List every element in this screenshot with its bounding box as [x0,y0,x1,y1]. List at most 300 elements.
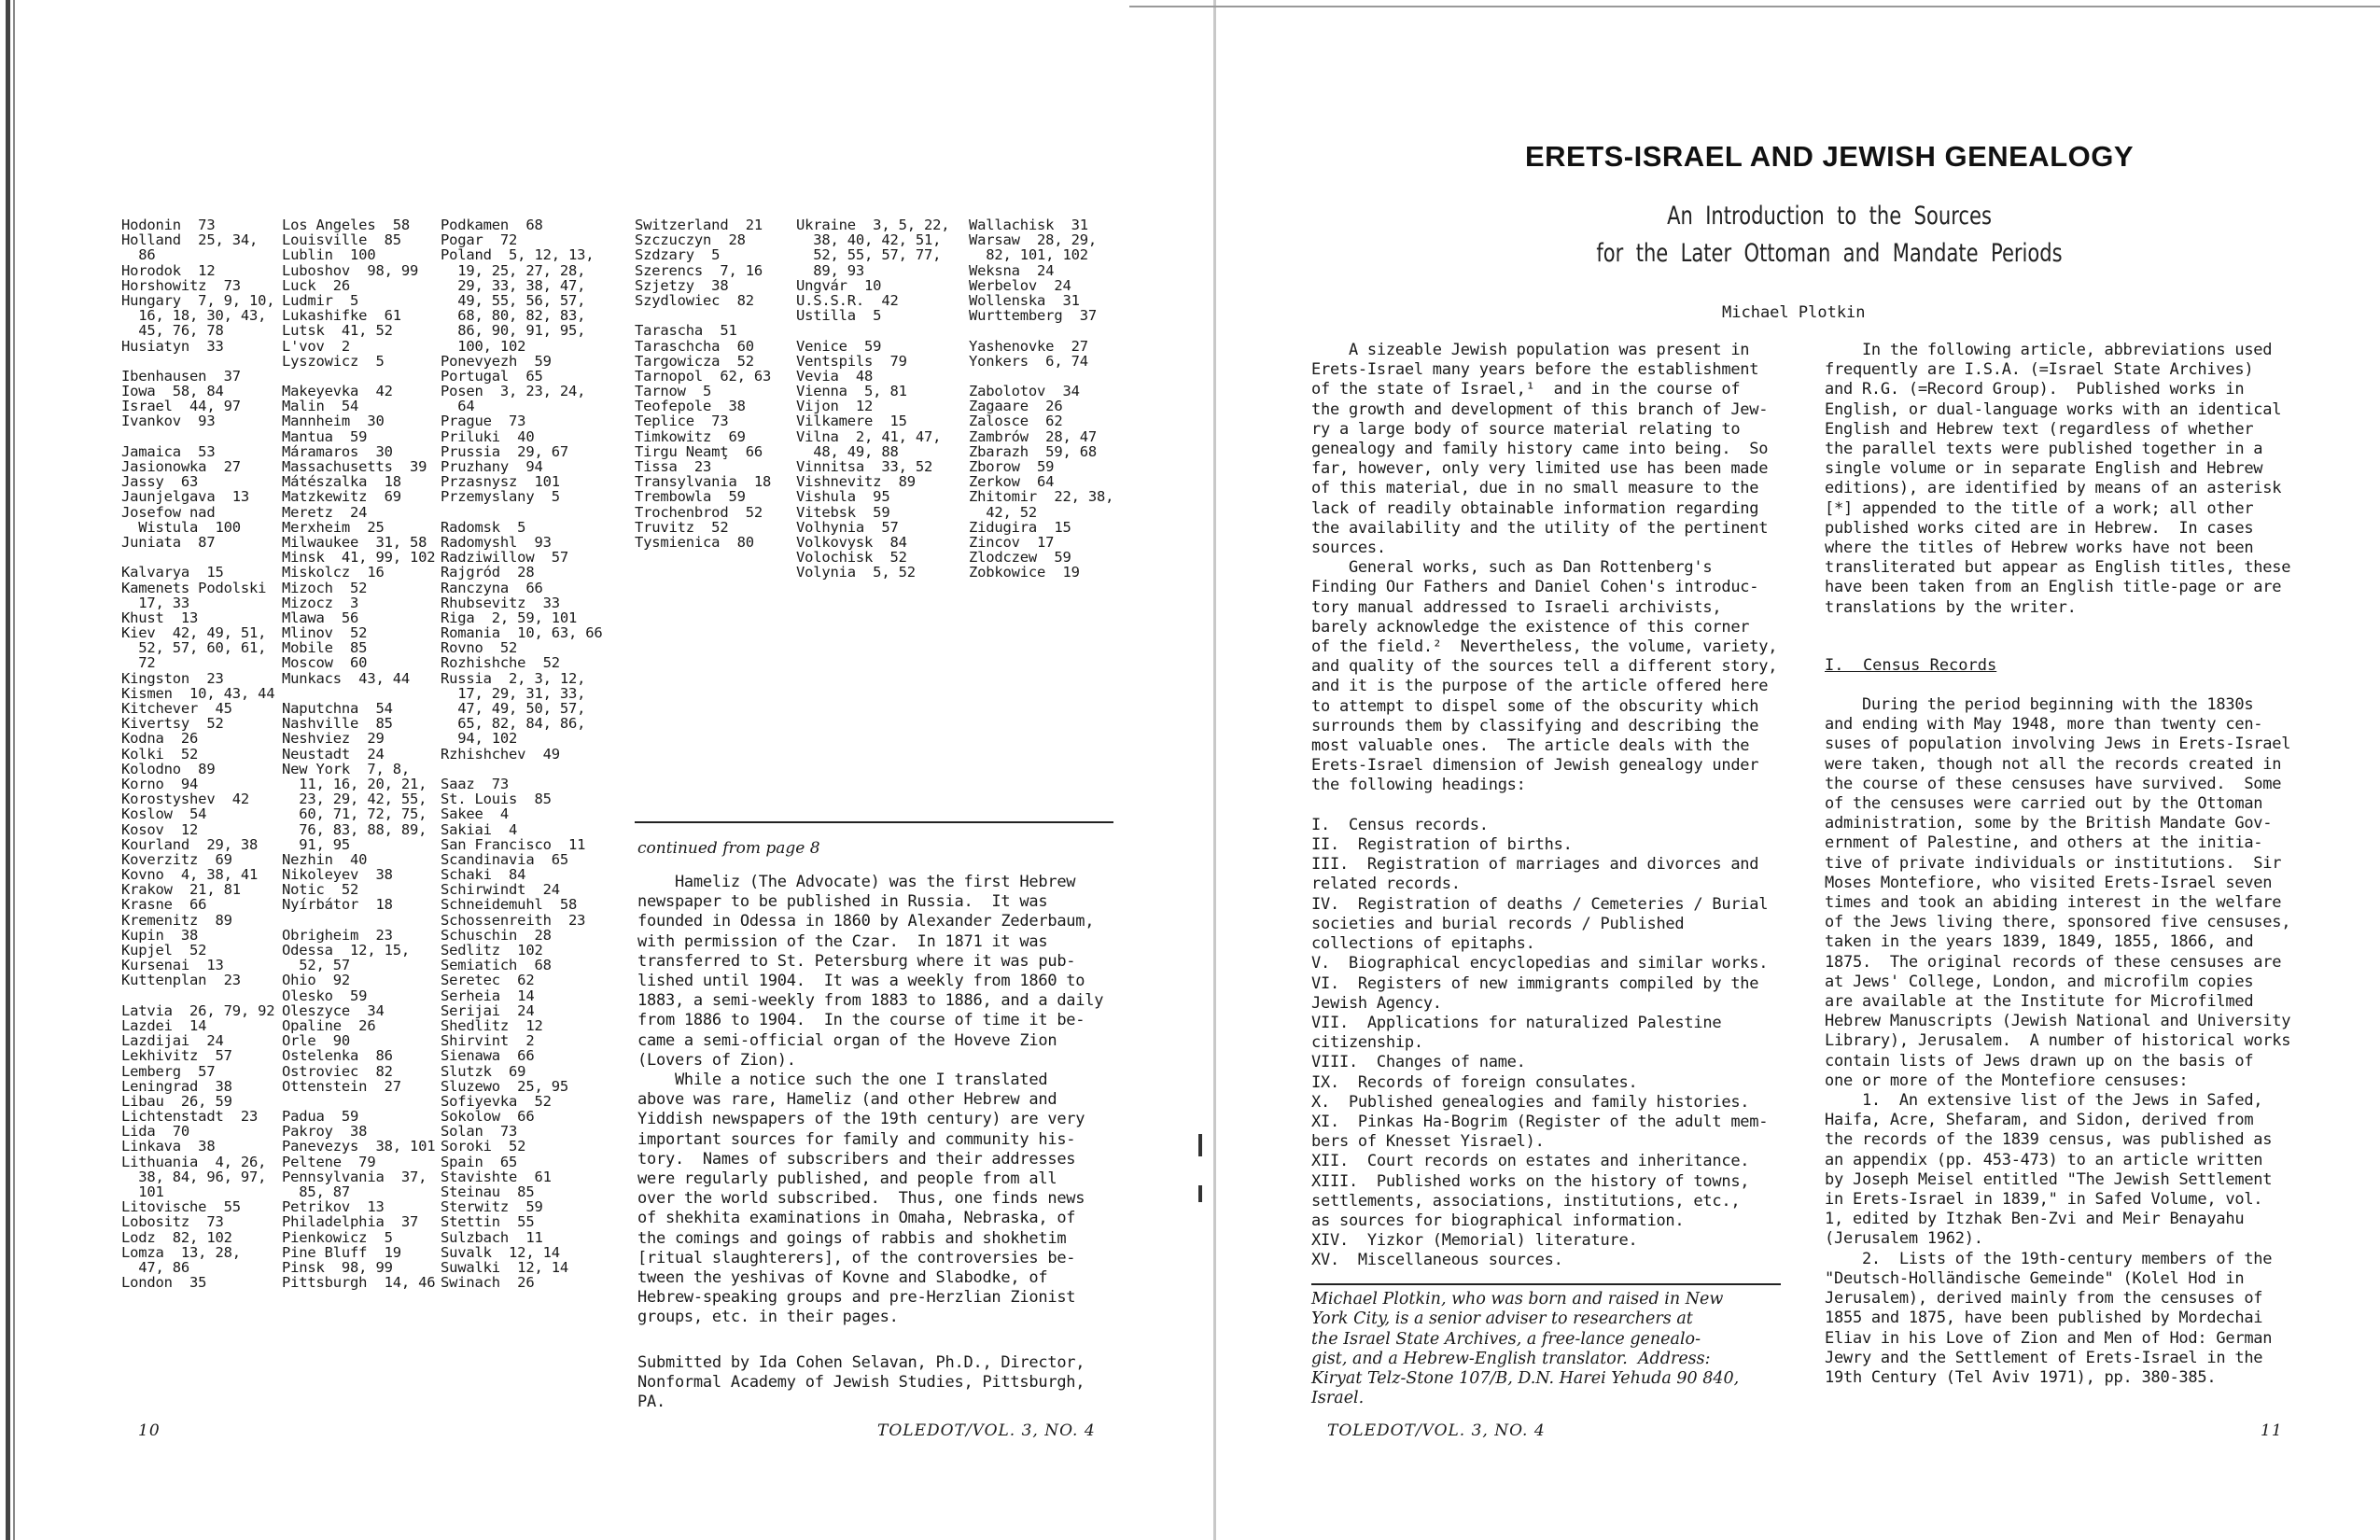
index-entry: Pruzhany 94 [441,458,543,475]
article-line: III. Registration of marriages and divorces and [1311,855,1759,875]
index-entry: Shirvint 2 [441,1032,535,1050]
index-entry: 76, 83, 88, 89, [282,820,427,838]
index-entry: Radomsk 5 [441,518,526,536]
index-entry: 86, 90, 91, 95, [441,322,586,340]
index-entry: Schirwindt 24 [441,881,560,899]
article-line: have been taken from an English title-page or are [1825,578,2282,597]
article-line: I. Census records. [1311,815,1489,834]
index-entry: Kiev 42, 49, 51, [121,624,267,642]
center-gutter [1213,0,1216,1540]
index-entry: Ottenstein 27 [282,1077,401,1095]
article-line: founded in Odessa in 1860 by Alexander Zederbaum, [637,912,1095,931]
article-column-b-body [1825,695,2290,1388]
article-line: times and took an abiding interest in the welfare [1825,893,2282,913]
index-entry: Schossenreith 23 [441,911,586,929]
bio-line: Israel. [1311,1389,1365,1408]
index-entry: Lukashifke 61 [282,307,401,325]
article-column-b-intro [1825,341,2290,618]
article-line: and R.G. (=Record Group). Published works in [1825,380,2245,399]
index-entry: Ludmir 5 [282,291,359,309]
article-line: Moses Montefiore, who visited Erets-Israel seven [1825,873,2273,892]
article-line: above was rare, Hameliz (and other Hebrew and [637,1090,1057,1110]
index-entry: Merxheim 25 [282,518,385,536]
index-entry: Kismen 10, 43, 44 [121,684,275,702]
index-entry: Kosov 12 [121,820,199,838]
index-entry: Shedlitz 12 [441,1016,543,1034]
index-entry: Serheia 14 [441,987,535,1004]
index-entry: 68, 80, 82, 83, [441,307,586,325]
article-line: and it is the purpose of the article offered here [1311,677,1769,696]
index-entry: Holland 25, 34, [121,231,259,249]
index-entry: Tarnopol 62, 63 [635,367,772,385]
index-entry: Priluki 40 [441,427,535,445]
index-entry: Mátészalka 18 [282,473,401,491]
index-entry: Mlawa 56 [282,609,359,626]
index-entry: Stettin 55 [441,1213,535,1231]
index-entry: Iowa 58, 84 [121,383,224,400]
index-entry: Sokolow 66 [441,1108,535,1126]
article-line: Erets-Israel many years before the establishment [1311,360,1759,380]
article-line: over the world subscribed. Thus, one finds news [637,1189,1085,1209]
article-line: societies and burial records / Published [1311,914,1685,933]
index-entry: Matzkewitz 69 [282,488,401,506]
index-entry: Rhubsevitz 33 [441,594,560,611]
index-entry: Teofepole 38 [635,398,746,415]
index-entry: Mobile 85 [282,639,368,657]
index-entry: Wollenska 31 [969,291,1080,309]
article-line: to attempt to dispel some of the obscurity which [1311,696,1759,716]
index-entry: Szydlowiec 82 [635,291,754,309]
index-entry: Notic 52 [282,881,359,899]
index-entry: Ibenhausen 37 [121,367,241,385]
index-entry [121,354,274,369]
index-entry: Mannheim 30 [282,413,385,430]
index-column-3 [441,217,603,1290]
index-entry: Mantua 59 [282,427,368,445]
index-entry: Kivertsy 52 [121,715,224,733]
index-entry: 38, 40, 42, 51, [796,231,942,249]
article-line: Jewish Agency. [1311,993,1442,1013]
article-line: A sizeable Jewish population was present in [1311,341,1750,359]
index-entry: 49, 55, 56, 57, [441,291,586,309]
index-entry: Tysmienica 80 [635,533,754,551]
index-entry: Leningrad 38 [121,1077,232,1095]
index-entry: Zhitomir 22, 38, [969,488,1114,506]
index-entry: Neustadt 24 [282,745,385,763]
index-entry [282,1094,435,1109]
index-entry: Zambrów 28, 47 [969,427,1097,445]
article-line: at Jews' College, London, and microfilm copies [1825,972,2254,991]
index-entry: Kourland 29, 38 [121,835,259,853]
index-entry: Oleszyce 34 [282,1001,385,1019]
index-entry: Libau 26, 59 [121,1092,232,1110]
article-line: citizenship. [1311,1033,1423,1053]
index-entry: Minsk 41, 99, 102 [282,549,436,567]
margin-mark [1198,1185,1202,1202]
article-line: contain lists of Jews drawn up on the basis of [1825,1051,2254,1071]
index-entry: Litovische 55 [121,1198,241,1216]
index-entry: Juniata 87 [121,533,216,551]
article-line: barely acknowledge the existence of this corner [1311,617,1750,637]
index-entry: Russia 2, 3, 12, [441,669,586,687]
article-line: 2. Lists of the 19th-century members of the [1825,1249,2273,1268]
article-line: XIII. Published works on the history of towns, [1311,1171,1750,1191]
index-entry: Sulzbach 11 [441,1228,543,1246]
article-title: ERETS-ISRAEL AND JEWISH GENEALOGY [1524,140,2135,173]
index-entry: Szczuczyn 28 [635,231,746,249]
index-entry: 89, 93 [796,261,865,279]
index-entry: Riga 2, 59, 101 [441,609,578,626]
article-line: frequently are I.S.A. (=Israel State Archives) [1825,360,2254,380]
index-entry: 38, 84, 96, 97, [121,1168,267,1185]
article-line: and quality of the sources tell a different story, [1311,657,1778,677]
index-entry: Venice 59 [796,337,882,355]
index-entry: Lublin 100 [282,246,376,264]
index-entry: Vishula 95 [796,488,890,506]
index-entry: Szdzary 5 [635,246,721,264]
index-entry [282,369,435,384]
article-rule-left [635,821,1113,823]
index-entry: Lyszowicz 5 [282,352,385,370]
index-entry: Volkovysk 84 [796,533,907,551]
index-entry: Trochenbrod 52 [635,503,763,521]
article-line: from 1886 to 1904. In the course of time it be- [637,1011,1085,1030]
article-line: of the state of Israel,¹ and in the course of [1311,380,1741,399]
index-entry [796,323,949,338]
index-entry: 72 [121,654,156,672]
article-line: published works cited are in Hebrew. In cases [1825,518,2254,538]
page-number-left: 10 [138,1421,161,1440]
index-entry: Transylvania 18 [635,473,772,491]
index-entry: Semiatich 68 [441,957,552,974]
index-entry: Schneidemuhl 58 [441,896,578,914]
index-entry: Ponevyezh 59 [441,352,552,370]
index-entry: Hungary 7, 9, 10, [121,291,275,309]
article-line: ernment of Palestine, and others at the initia- [1825,833,2263,853]
index-entry: Jaunjelgava 13 [121,488,249,506]
index-entry: Pakroy 38 [282,1123,368,1141]
article-line: 1855 and 1875, have been published by Mordechai [1825,1309,2263,1328]
index-entry: Suvalk 12, 14 [441,1243,560,1261]
index-entry: Scandinavia 65 [441,850,568,868]
index-entry: Koslow 54 [121,805,207,823]
index-entry [441,762,603,777]
article-line: VII. Applications for naturalized Palestine [1311,1013,1722,1032]
index-entry: 85, 87 [282,1183,351,1200]
index-entry: 11, 16, 20, 21, [282,775,427,792]
index-entry: Lida 70 [121,1123,190,1141]
index-entry: Odessa 12, 15, [282,942,410,959]
index-entry: Korno 94 [121,775,199,792]
index-entry: Petrikov 13 [282,1198,385,1216]
index-entry: Yashenovke 27 [969,337,1088,355]
index-entry: Zagaare 26 [969,398,1063,415]
index-entry: Panevezys 38, 101 [282,1138,436,1155]
article-line: came a semi-official organ of the Hoveve Zion [637,1030,1057,1050]
index-entry: 52, 55, 57, 77, [796,246,942,264]
index-entry: Werbelov 24 [969,276,1071,294]
index-entry: Moscow 60 [282,654,368,672]
index-entry: 17, 29, 31, 33, [441,684,586,702]
author-bio [1311,1290,1739,1409]
hameliz-article [637,873,1103,1328]
index-entry: Przemyslany 5 [441,488,560,506]
index-entry: Rzhishchev 49 [441,745,560,763]
index-entry: 52, 57 [282,957,351,974]
article-line: "Deutsch-Holländische Gemeinde" (Kolel Hod in [1825,1268,2245,1288]
index-entry: U.S.S.R. 42 [796,291,899,309]
article-line: transliterated but appear as English titles, these [1825,558,2291,578]
index-entry: Lomza 13, 28, [121,1243,241,1261]
journal-footer-right: TOLEDOT/VOL. 3, NO. 4 [1327,1421,1546,1440]
index-entry: Przasnysz 101 [441,473,560,491]
index-entry: Horodok 12 [121,261,216,279]
article-line: English and Hebrew text (regardless of whether [1825,419,2254,439]
index-entry: Podkamen 68 [441,217,543,233]
index-entry [282,913,435,928]
article-line: While a notice such the one I translated [637,1071,1048,1090]
index-entry: Lutsk 41, 52 [282,322,393,340]
index-entry [121,550,274,565]
article-line: II. Registration of births. [1311,835,1573,855]
index-entry: Vevia 48 [796,367,874,385]
article-line: of the censuses were carried out by the Ottoman [1825,794,2263,814]
index-entry [121,988,274,1003]
index-entry: Zborow 59 [969,458,1055,475]
index-entry: Slutzk 69 [441,1062,526,1080]
article-line: collections of epitaphs. [1311,934,1535,954]
index-entry: Jamaica 53 [121,442,216,460]
index-entry: Vilkamere 15 [796,413,907,430]
index-entry: Louisville 85 [282,231,401,249]
article-line: suses of population involving Jews in Erets-Israel [1825,735,2291,754]
index-entry: Suwalki 12, 14 [441,1258,568,1276]
article-line: tive of private individuals or institutions. Sir [1825,853,2282,873]
index-entry: Naputchna 54 [282,700,393,717]
article-line: the parallel texts were published together in a [1825,440,2263,459]
index-entry: 19, 25, 27, 28, [441,261,586,279]
submitted-by-note [637,1353,1085,1413]
index-entry: Vilna 2, 41, 47, [796,427,942,445]
index-entry: Ranczyna 66 [441,579,543,596]
index-entry: London 35 [121,1274,207,1292]
index-entry: Nyírbátor 18 [282,896,393,914]
index-entry: Kitchever 45 [121,700,232,717]
index-entry: Koverzitz 69 [121,850,232,868]
index-entry: Kuttenplan 23 [121,972,241,989]
article-line: were regularly published, and people from all [637,1169,1057,1189]
index-entry: Volynia 5, 52 [796,564,916,581]
index-entry: Rajgród 28 [441,564,535,581]
article-line: Library), Jerusalem. A number of historical works [1825,1031,2291,1051]
index-entry [635,308,771,323]
article-line: In the following article, abbreviations used [1825,341,2273,359]
index-entry: 64 [441,398,475,415]
index-entry: Sedlitz 102 [441,942,543,959]
index-entry: Zidugira 15 [969,518,1071,536]
index-entry: Zbarazh 59, 68 [969,442,1097,460]
index-entry: Seretec 62 [441,972,535,989]
index-entry: Romania 10, 63, 66 [441,624,603,642]
article-line: newspaper to be published in Russia. It was [637,892,1048,912]
article-line: important sources for family and community his- [637,1129,1076,1149]
article-line: transferred to St. Petersburg where it was pub- [637,951,1076,971]
index-entry: Sterwitz 59 [441,1198,543,1216]
index-entry: Schuschin 28 [441,926,552,944]
index-entry: Pinsk 98, 99 [282,1258,393,1276]
index-entry: Pienkowicz 5 [282,1228,393,1246]
article-line: of shekhita examinations in Omaha, Nebraska, of [637,1209,1076,1228]
index-entry: Spain 65 [441,1153,518,1170]
index-entry: 45, 76, 78 [121,322,224,340]
article-line: (Jerusalem 1962). [1825,1229,1983,1249]
article-line: Jerusalem), derived mainly from the censuses of [1825,1289,2263,1309]
article-line: Hameliz (The Advocate) was the first Hebrew [637,873,1076,891]
article-line: of the Jews living there, sponsored five censuses, [1825,913,2291,932]
top-edge-line [1129,6,2380,7]
article-line: Eliav in his Love of Zion and Men of Hod: German [1825,1328,2273,1348]
index-entry: Khust 13 [121,609,199,626]
index-entry: Volhynia 57 [796,518,899,536]
index-entry: 47, 86 [121,1258,190,1276]
index-entry: Peltene 79 [282,1153,376,1170]
index-entry: Ustilla 5 [796,307,882,325]
article-line: Yiddish newspapers of the 19th century) are very [637,1110,1085,1129]
index-entry: Lazdei 14 [121,1016,207,1034]
index-entry: Miskolcz 16 [282,564,385,581]
index-entry: 60, 71, 72, 75, [282,805,427,823]
article-line: taken in the years 1839, 1849, 1855, 1866, and [1825,932,2254,952]
article-line: [*] appended to the title of a work; all other [1825,498,2254,518]
submitted-line: Nonformal Academy of Jewish Studies, Pittsburgh, [637,1373,1085,1393]
index-entry: Lodz 82, 102 [121,1228,232,1246]
article-line: most valuable ones. The article deals with the [1311,736,1750,756]
index-entry: Kursenai 13 [121,957,224,974]
article-line: General works, such as Dan Rottenberg's [1311,558,1713,578]
article-line: VI. Registers of new immigrants compiled by the [1311,973,1759,993]
index-entry: Kupin 38 [121,926,199,944]
index-entry: Teplice 73 [635,413,729,430]
index-entry [441,505,603,520]
article-line: of the field.² Nevertheless, the volume, variety, [1311,637,1778,657]
index-entry: Mlinov 52 [282,624,368,642]
index-entry: Wallachisk 31 [969,217,1088,233]
index-entry: Mizoch 52 [282,579,368,596]
article-line: the availability and the utility of the pertinent [1311,518,1769,538]
index-entry: Taraschcha 60 [635,337,754,355]
index-entry: 94, 102 [441,730,518,748]
article-line: XI. Pinkas Ha-Bogrim (Register of the adult mem- [1311,1112,1769,1131]
submitted-line: Submitted by Ida Cohen Selavan, Ph.D., Director, [637,1353,1085,1372]
article-line: an appendix (pp. 453-473) to an article written [1825,1150,2263,1169]
article-line: V. Biographical encyclopedias and similar works. [1311,954,1769,973]
continued-heading: continued from page 8 [637,839,820,858]
index-entry: Kremenitz 89 [121,911,232,929]
article-line: 1. An extensive list of the Jews in Safed, [1825,1091,2263,1111]
index-entry: Saaz 73 [441,775,510,792]
index-entry: Poland 5, 12, 13, [441,246,595,264]
index-entry: New York 7, 8, [282,760,410,777]
index-entry: St. Louis 85 [441,791,552,808]
index-entry: Pittsburgh 14, 46 [282,1274,436,1292]
index-column-1 [121,217,274,1290]
article-author: Michael Plotkin [1722,303,1866,322]
article-line: the records of the 1839 census, was published as [1825,1130,2273,1150]
index-entry [969,369,1113,384]
index-entry: L'vov 2 [282,337,351,355]
index-entry: Zlodczew 59 [969,549,1071,567]
article-line: IX. Records of foreign consulates. [1311,1072,1638,1092]
submitted-line: PA. [637,1393,665,1412]
index-entry: Sofiyevka 52 [441,1092,552,1110]
section-heading-census: I. Census Records [1825,656,1997,675]
index-entry: Mizocz 3 [282,594,359,611]
index-entry: Ostelenka 86 [282,1047,393,1065]
article-line: Haifa, Acre, Shefaram, and Sidon, derived from [1825,1111,2254,1130]
index-entry: Vijon 12 [796,398,874,415]
index-entry: Husiatyn 33 [121,337,224,355]
index-entry: Portugal 65 [441,367,543,385]
index-entry: Zobkowice 19 [969,564,1080,581]
article-line: [ritual slaughterers], of the controversies be- [637,1248,1076,1267]
index-entry: Stavishte 61 [441,1168,552,1185]
article-line: tory manual addressed to Israeli archivists, [1311,597,1722,617]
index-entry: Kovno 4, 38, 41 [121,866,259,884]
index-entry: Weksna 24 [969,261,1055,279]
article-line: genealogy and family history came into being. So [1311,440,1769,459]
index-entry: Makeyevka 42 [282,383,393,400]
article-line: tween the yeshivas of Kovne and Slabodke, of [637,1268,1048,1288]
article-line: where the titles of Hebrew works have not been [1825,539,2254,558]
article-line: Finding Our Fathers and Daniel Cohen's introduc- [1311,578,1759,597]
article-line: in Erets-Israel in 1839," in Safed Volume, vol. [1825,1190,2263,1210]
index-entry: Zincov 17 [969,533,1055,551]
index-entry: Malin 54 [282,398,359,415]
article-line: far, however, only very limited use has been made [1311,459,1769,479]
article-line: Erets-Israel dimension of Jewish genealogy under [1311,756,1759,776]
index-entry: Nashville 85 [282,715,393,733]
index-entry: Orle 90 [282,1032,351,1050]
index-entry: Kamenets Podolski [121,579,267,596]
index-entry: Trembowla 59 [635,488,746,506]
article-line: with permission of the Czar. In 1871 it was [637,931,1048,951]
index-entry: Milwaukee 31, 58 [282,533,427,551]
index-entry: Schaki 84 [441,866,526,884]
index-entry: 42, 52 [969,503,1038,521]
index-entry: Tirgu Neamţ 66 [635,442,763,460]
article-column-a [1311,341,1777,1271]
article-subtitle [1517,198,2143,273]
article-line: bers of Knesset Yisrael). [1311,1132,1545,1152]
index-entry: Munkacs 43, 44 [282,669,410,687]
subtitle-line-1: An Introduction to the Sources [1667,202,1992,231]
index-entry: Lemberg 57 [121,1062,216,1080]
index-entry: Radziwillow 57 [441,549,568,567]
index-entry: 48, 49, 88 [796,442,899,460]
article-line [1311,796,1777,816]
index-entry: Philadelphia 37 [282,1213,419,1231]
bio-line: Kiryat Telz-Stone 107/B, D.N. Harei Yehuda 90 840, [1311,1369,1740,1389]
index-entry: Krasne 66 [121,896,207,914]
article-line: During the period beginning with the 1830s [1825,695,2254,714]
index-entry: Sienawa 66 [441,1047,535,1065]
index-entry: 23, 29, 42, 55, [282,791,427,808]
bio-line: York City, is a senior adviser to researchers at [1311,1309,1693,1329]
index-entry: Kingston 23 [121,669,224,687]
article-line: were taken, though not all the records created in [1825,754,2282,774]
index-entry: Truvitz 52 [635,518,729,536]
article-line: VIII. Changes of name. [1311,1053,1526,1072]
